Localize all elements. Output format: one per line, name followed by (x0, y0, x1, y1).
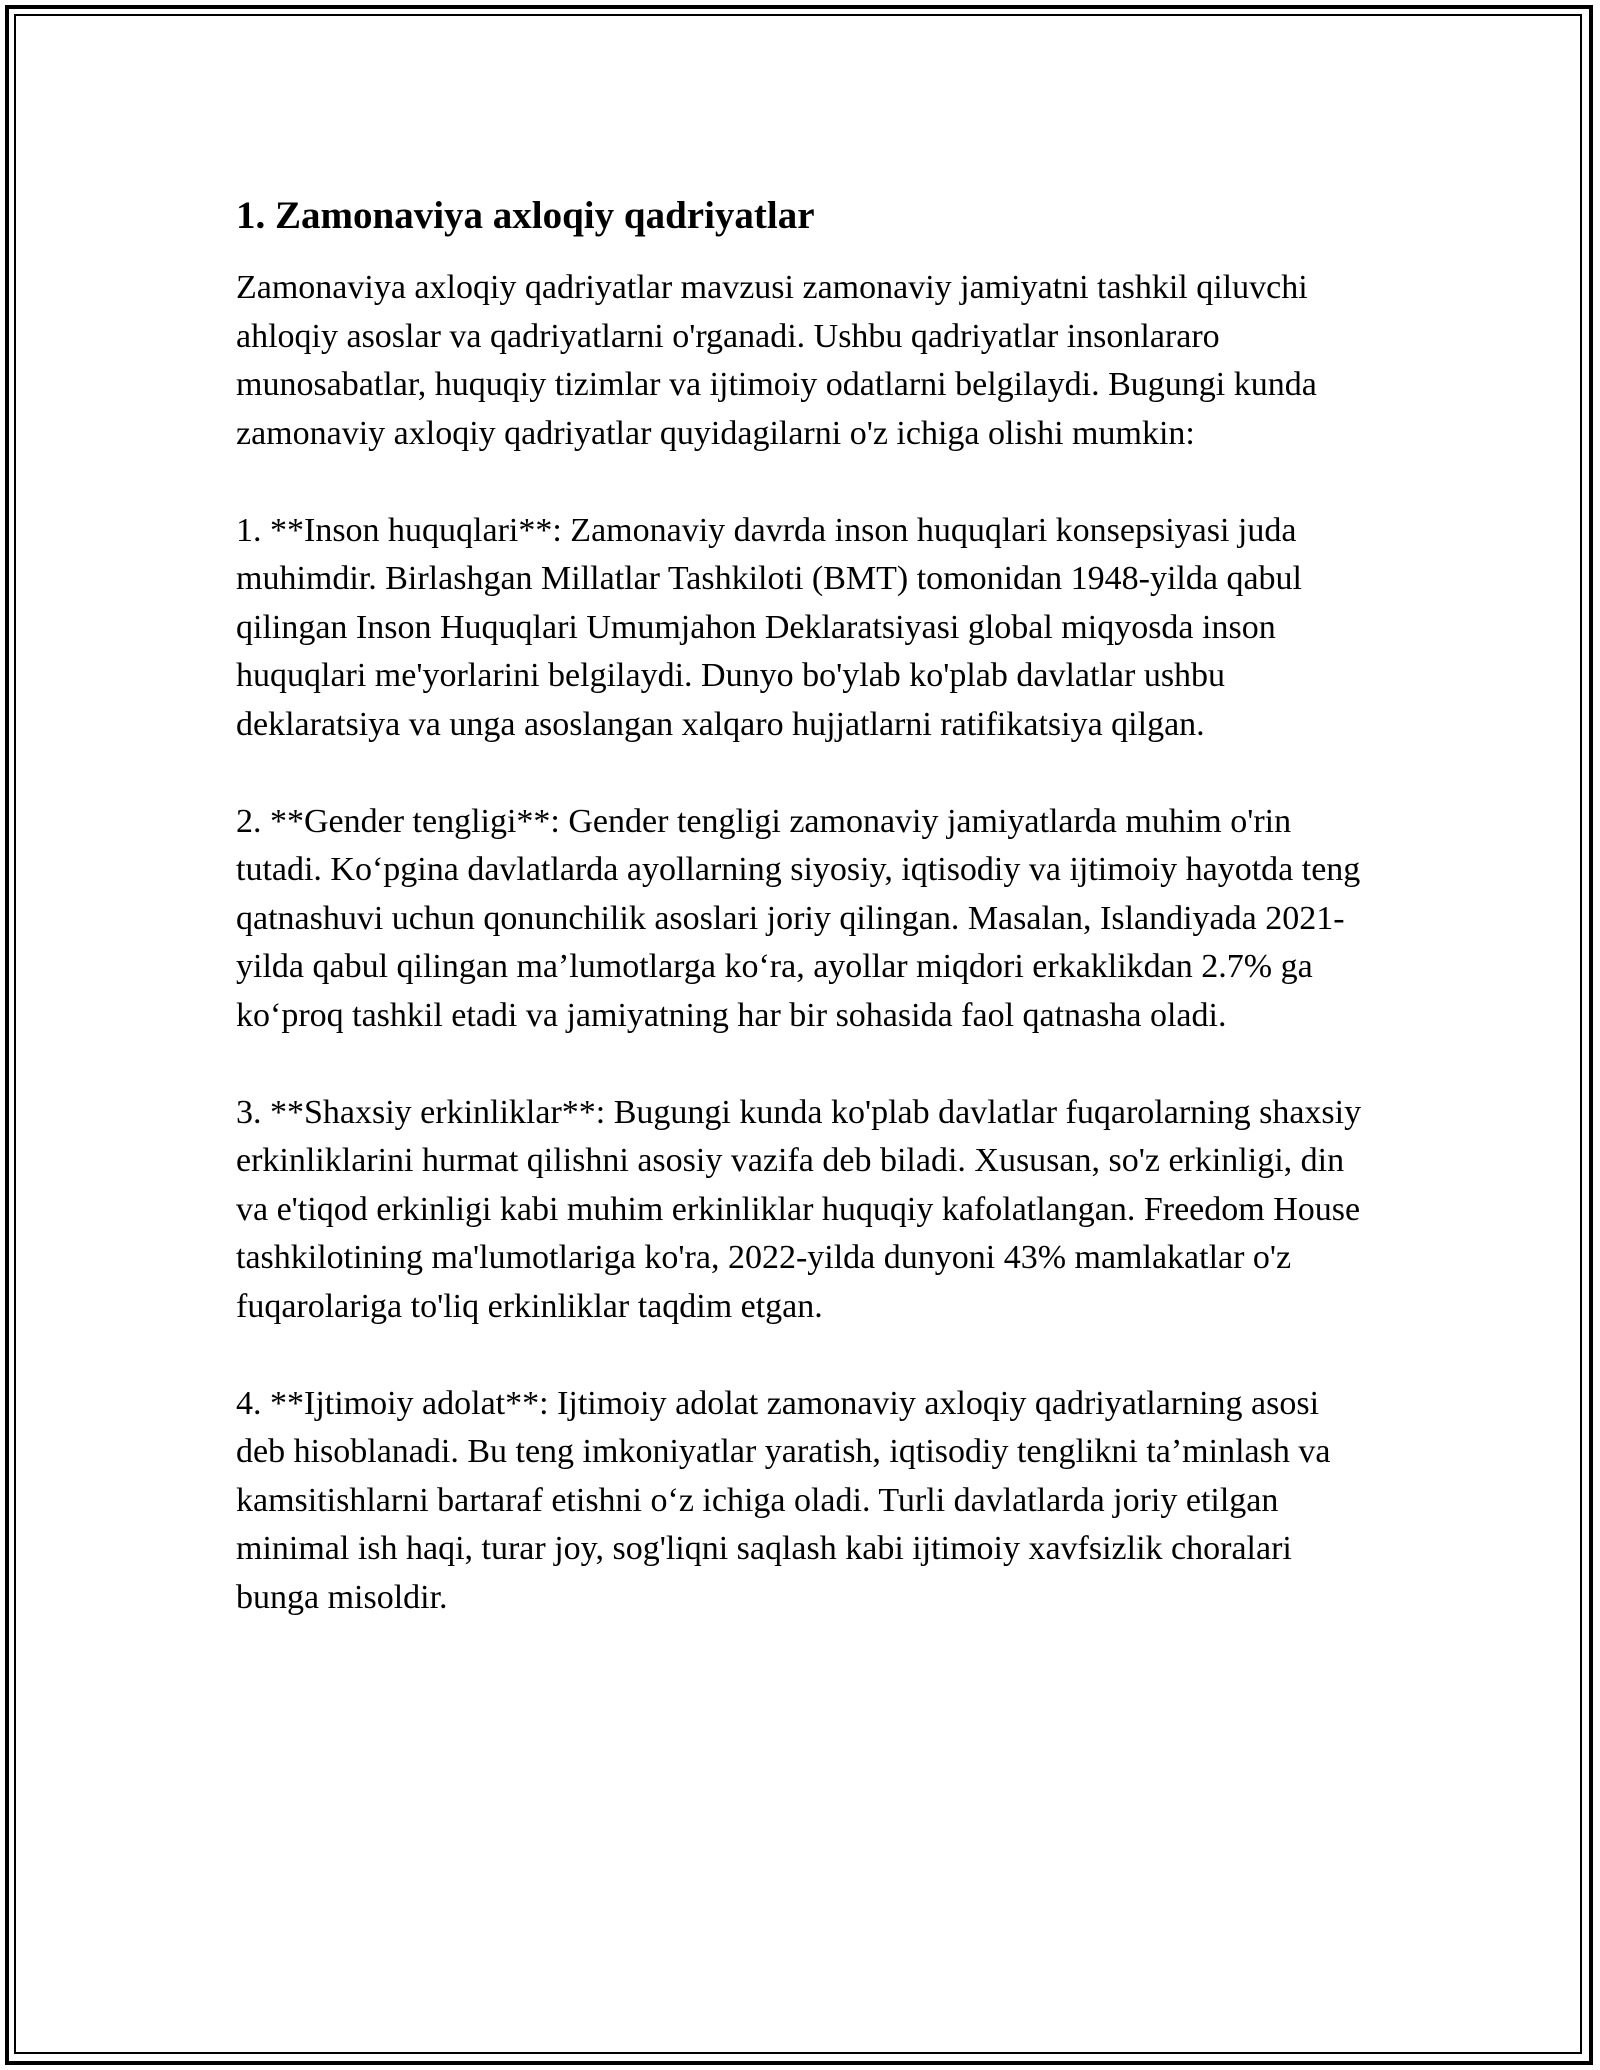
document-title: 1. Zamonaviya axloqiy qadriyatlar (236, 194, 815, 237)
list-item-social-justice: 4. **Ijtimoiy adolat**: Ijtimoiy adolat zamonaviy axloqiy qadriyatlarning asosi deb hisoblanadi. Bu teng imkoniyatlar yaratish, iqtisodiy tenglikni ta’minlash va kamsitishlarni bartaraf etishni o‘z ichiga oladi. Turli davlatlarda joriy etilgan minimal ish haqi, turar joy, sog'liqni saqlash kabi ijtimoiy xavfsizlik choralari bunga misoldir. (236, 1384, 1331, 1616)
document-body (236, 188, 1366, 1622)
list-item-personal-freedoms: 3. **Shaxsiy erkinliklar**: Bugungi kunda ko'plab davlatlar fuqarolarning shaxsiy erkinliklarini hurmat qilishni asosiy vazifa deb biladi. Xususan, so'z erkinligi, din va e'tiqod erkinligi kabi muhim erkinliklar huquqiy kafolatlangan. Freedom House tashkilotining ma'lumotlariga ko'ra, 2022-yilda dunyoni 43% mamlakatlar o'z fuqarolariga to'liq erkinliklar taqdim etgan. (236, 1093, 1362, 1325)
list-item-human-rights: 1. **Inson huquqlari**: Zamonaviy davrda inson huquqlari konsepsiyasi juda muhimdir. Birlashgan Millatlar Tashkiloti (BMT) tomonidan 1948-yilda qabul qilingan Inson Huquqlari Umumjahon Deklaratsiyasi global miqyosda inson huquqlari me'yorlarini belgilaydi. Dunyo bo'ylab ko'plab davlatlar ushbu deklaratsiya va unga asoslangan xalqaro hujjatlarni ratifikatsiya qilgan. (236, 511, 1302, 743)
intro-paragraph: Zamonaviya axloqiy qadriyatlar mavzusi zamonaviy jamiyatni tashkil qiluvchi ahloqiy asoslar va qadriyatlarni o'rganadi. Ushbu qadriyatlar insonlararo munosabatlar, huquqiy tizimlar va ijtimoiy odatlarni belgilaydi. Bugungi kunda zamonaviy axloqiy qadriyatlar quyidagilarni o'z ichiga olishi mumkin: (236, 269, 1317, 452)
list-item-gender-equality: 2. **Gender tengligi**: Gender tengligi zamonaviy jamiyatlarda muhim o'rin tutadi. Ko‘pgina davlatlarda ayollarning siyosiy, iqtisodiy va ijtimoiy hayotda teng qatnashuvi uchun qonunchilik asoslari joriy qilingan. Masalan, Islandiyada 2021-yilda qabul qilingan ma’lumotlarga ko‘ra, ayollar miqdori erkaklikdan 2.7% ga ko‘proq tashkil etadi va jamiyatning har bir sohasida faol qatnasha oladi. (236, 802, 1361, 1034)
